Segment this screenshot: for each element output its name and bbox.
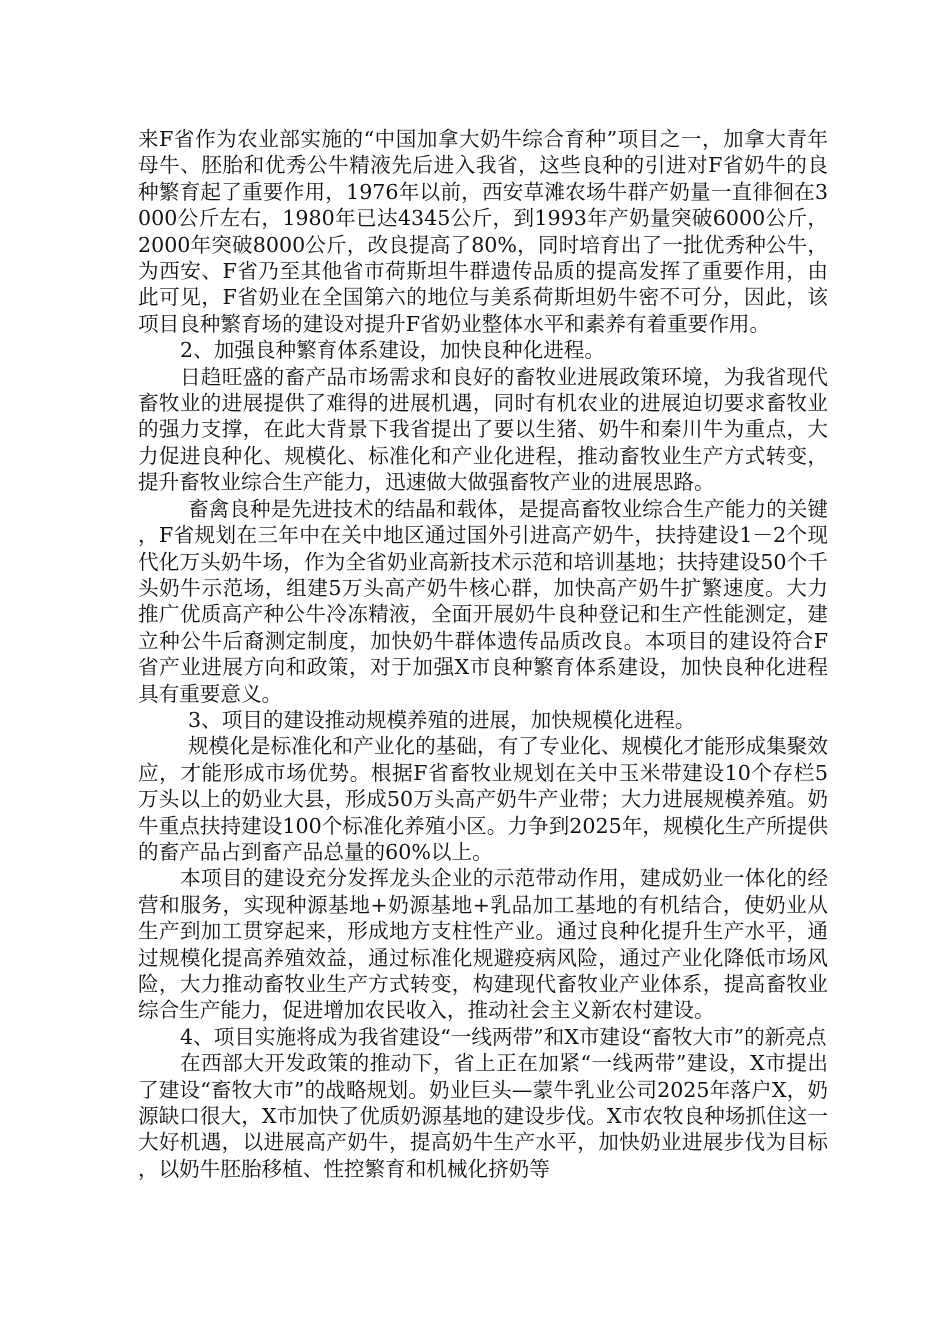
section-heading-2: 2、加强良种繁育体系建设，加快良种化进程。 (180, 338, 605, 363)
paragraph: 日趋旺盛的畜产品市场需求和良好的畜牧业进展政策环境，为我省现代畜牧业的进展提供了难得的进展机遇，同时有机农业的进展迫切要求畜牧业的强力支撑，在此大背景下我省提出了要以生猪、奶牛和秦川牛为重点，大力促进良种化、规模化、标准化和产业化进程，推动畜牧业生产方式转变，提升畜牧业综合生产能力，迅速做大做强畜牧产业的进展思路。 (138, 364, 828, 495)
paragraph: 畜禽良种是先进技术的结晶和载体，是提高畜牧业综合生产能力的关键，F省规划在三年中在关中地区通过国外引进高产奶牛，扶持建设1－2个现代化万头奶牛场，作为全省奶业高新技术示范和培训基地；扶持建设50个千头奶牛示范场，组建5万头高产奶牛核心群，加快高产奶牛扩繁速度。大力推广优质高产种公牛冷冻精液，全面开展奶牛良种登记和生产性能测定，建立种公牛后裔测定制度，加快奶牛群体遗传品质改良。本项目的建设符合F省产业进展方向和政策，对于加强X市良种繁育体系建设，加快良种化进程具有重要意义。 (138, 496, 828, 706)
paragraph-continuation: 来F省作为农业部实施的“中国加拿大奶牛综合育种”项目之一，加拿大青年母牛、胚胎和优秀公牛精液先后进入我省，这些良种的引进对F省奶牛的良种繁育起了重要作用，1976年以前，西安草滩农场牛群产奶量一直徘徊在3000公斤左右，1980年已达4345公斤，到1993年产奶量突破6000公斤，2000年突破8000公斤，改良提高了80%，同时培育出了一批优秀种公牛，为西安、F省乃至其他省市荷斯坦牛群遗传品质的提高发挥了重要作用，由此可见，F省奶业在全国第六的地位与美系荷斯坦奶牛密不可分，因此，该项目良种繁育场的建设对提升F省奶业整体水平和素养有着重要作用。 (138, 127, 828, 336)
section-heading-4: 4、项目实施将成为我省建设“一线两带”和X市建设“畜牧大市”的新亮点 (180, 1024, 827, 1049)
document-body (138, 126, 828, 1182)
paragraph: 本项目的建设充分发挥龙头企业的示范带动作用，建成奶业一体化的经营和服务，实现种源基地+奶源基地+乳品加工基地的有机结合，使奶业从生产到加工贯穿起来，形成地方支柱性产业。通过良种化提升生产水平，通过规模化提高养殖效益，通过标准化规避疫病风险，通过产业化降低市场风险，大力推动畜牧业生产方式转变，构建现代畜牧业产业体系，提高畜牧业综合生产能力，促进增加农民收入，推动社会主义新农村建设。 (138, 866, 828, 1023)
section-heading-3: 3、项目的建设推动规模养殖的进展，加快规模化进程。 (188, 707, 696, 732)
paragraph: 规模化是标准化和产业化的基础，有了专业化、规模化才能形成集聚效应，才能形成市场优势。根据F省畜牧业规划在关中玉米带建设10个存栏5万头以上的奶业大县，形成50万头高产奶牛产业带；大力进展规模养殖。奶牛重点扶持建设100个标准化养殖小区。力争到2025年，规模化生产所提供的畜产品占到畜产品总量的60%以上。 (138, 734, 828, 864)
paragraph: 在西部大开发政策的推动下，省上正在加紧“一线两带”建设，X市提出了建设“畜牧大市”的战略规划。奶业巨头—蒙牛乳业公司2025年落户X，奶源缺口很大，X市加快了优质奶源基地的建设步伐。X市农牧良种场抓住这一大好机遇，以进展高产奶牛，提高奶牛生产水平，加快奶业进展步伐为目标，以奶牛胚胎移植、性控繁育和机械化挤奶等 (138, 1051, 828, 1181)
